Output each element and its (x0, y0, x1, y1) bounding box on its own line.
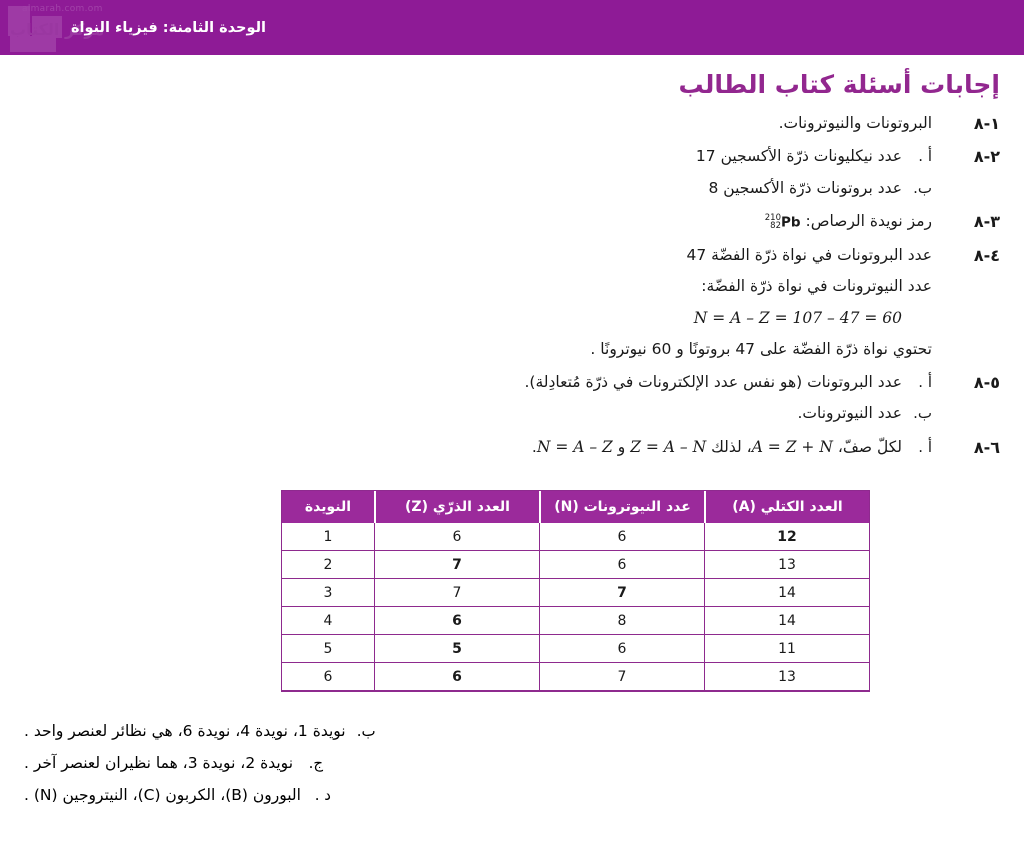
cell-neutron-count: 6 (539, 635, 704, 663)
cell-neutron-count: 8 (539, 607, 704, 635)
cell-mass-number: 11 (704, 635, 869, 663)
table-row (282, 663, 869, 691)
answer-notes (24, 722, 1000, 818)
answer-subline (708, 177, 932, 200)
note-row-d (24, 786, 1000, 804)
table-row (282, 579, 869, 607)
cell-atomic-number: 7 (374, 551, 539, 579)
note-text: البورون (B)، الكربون (C)، النيتروجين (N) . (24, 786, 301, 804)
subline-text: عدد نيكليونات ذرّة الأكسجين 17 (695, 147, 902, 166)
answer-number-2: ٢-٨ (973, 147, 1000, 167)
eq-text-after: . (531, 437, 537, 456)
watermark-shape-a (8, 6, 30, 36)
answer-body-2 (24, 145, 932, 208)
isotope-notation-pb (765, 211, 801, 234)
watermark-shape-b (32, 16, 62, 38)
answer-equation-line (694, 307, 932, 330)
answer-line: عدد النيوترونات في نواة ذرّة الفضّة: (701, 277, 932, 296)
cell-nuclide-id: 2 (282, 551, 374, 579)
subline-label: ب. (913, 178, 932, 197)
nuclide-table-container (283, 490, 870, 692)
cell-nuclide-id: 1 (282, 523, 374, 551)
nuclide-table (281, 490, 870, 692)
equation-neutron-count: N = A – Z = 107 – 47 = 60 (693, 308, 902, 327)
answers-content (24, 112, 1000, 469)
isotope-atomic-number: 82 (770, 221, 781, 232)
cell-mass-number: 14 (704, 579, 869, 607)
subline-label: أ . (918, 437, 932, 456)
watermark-shape-c (10, 36, 56, 52)
subline-text: عدد بروتونات ذرّة الأكسجين 8 (708, 178, 902, 197)
cell-mass-number: 14 (704, 607, 869, 635)
cell-neutron-count: 7 (539, 579, 704, 607)
note-row-b (24, 722, 1000, 740)
column-header-mass-number: العدد الكتلي (A) (704, 491, 869, 523)
cell-atomic-number: 6 (374, 663, 539, 691)
answer-item-3 (24, 210, 1000, 242)
answer-subline (696, 145, 932, 168)
unit-title: الوحدة الثامنة: فيزياء النواة (71, 19, 266, 36)
isotope-mass-number: 210 (764, 212, 781, 223)
note-text: نويدة 1، نويدة 4، نويدة 6، هي نظائر لعنصر واحد . (24, 722, 346, 740)
note-inner-d (24, 786, 331, 804)
subline-text: عدد النيوترونات. (797, 404, 902, 423)
answer-item-1 (24, 112, 1000, 143)
answer-item-6 (24, 436, 1000, 467)
answer-item-4 (24, 244, 1000, 369)
cell-atomic-number: 6 (374, 607, 539, 635)
column-header-nuclide: النويدة (282, 491, 374, 523)
cell-neutron-count: 7 (539, 663, 704, 691)
answer-line-isotope (765, 210, 932, 234)
table-row (282, 523, 869, 551)
isotope-line-text: رمز نويدة الرصاص: (805, 211, 932, 230)
subline-label: أ . (918, 147, 932, 166)
cell-atomic-number: 5 (374, 635, 539, 663)
note-spacer (331, 786, 1000, 804)
subline-text (532, 436, 902, 459)
cell-nuclide-id: 4 (282, 607, 374, 635)
cell-nuclide-id: 3 (282, 579, 374, 607)
note-row-c (24, 754, 1000, 772)
note-spacer (376, 722, 1000, 740)
answer-item-5 (24, 371, 1000, 434)
table-header-row (282, 491, 869, 523)
equation-atomic-relation: Z = A – N (630, 437, 707, 456)
note-label: ب. (356, 722, 376, 740)
cell-neutron-count: 6 (539, 551, 704, 579)
answer-number-1: ١-٨ (973, 114, 1000, 133)
cell-nuclide-id: 6 (282, 663, 374, 691)
answer-body-5 (24, 371, 932, 434)
answer-number-4: ٤-٨ (973, 246, 1000, 265)
table-row (282, 607, 869, 635)
subline-label: ب. (913, 404, 932, 423)
cell-atomic-number: 7 (374, 579, 539, 607)
nuclide-table-body (282, 523, 869, 691)
table-row (282, 551, 869, 579)
isotope-numbers (765, 214, 781, 231)
watermark-site-text: almarah.com.om (22, 4, 103, 14)
page-header-bar (0, 0, 1024, 55)
answer-line: البروتونات والنيوترونات. (778, 114, 932, 132)
watermark-arabic-text: مركز الكتاب (10, 20, 105, 39)
answer-body-3 (24, 210, 932, 242)
answer-body-4 (24, 244, 932, 369)
column-header-atomic-number: العدد الذرّي (Z) (374, 491, 539, 523)
answer-number-3: ٣-٨ (973, 211, 1000, 231)
cell-nuclide-id: 5 (282, 635, 374, 663)
note-inner-c (24, 754, 323, 772)
cell-neutron-count: 6 (539, 523, 704, 551)
answer-item-2 (24, 145, 1000, 208)
equation-neutron-relation: N = A – Z (536, 437, 613, 456)
answer-subline (524, 371, 932, 394)
answer-body-1 (24, 112, 932, 143)
subline-text: عدد البروتونات (هو نفس عدد الإلكترونات في ذرّة مُتعادِلة). (524, 373, 902, 391)
cell-mass-number: 12 (704, 523, 869, 551)
note-inner-b (24, 722, 376, 740)
eq-text-mid: ، لذلك (706, 437, 752, 456)
equation-mass-relation: A = Z + N (751, 437, 833, 456)
cell-atomic-number: 6 (374, 523, 539, 551)
page-title: إجابات أسئلة كتاب الطالب (678, 70, 1000, 99)
answer-subline (797, 402, 932, 425)
note-text: نويدة 2، نويدة 3، هما نظيران لعنصر آخر . (24, 754, 294, 772)
answer-body-6 (24, 436, 932, 467)
answer-line: تحتوي نواة ذرّة الفضّة على 47 بروتونًا و 60 نيوترونًا . (590, 339, 932, 358)
answer-line: عدد البروتونات في نواة ذرّة الفضّة 47 (686, 246, 932, 264)
column-header-neutron-count: عدد النيوترونات (N) (539, 491, 704, 523)
answer-number-6: ٦-٨ (973, 437, 1000, 457)
eq-text-before: لكلّ صفّ، (832, 437, 902, 456)
answer-subline (532, 436, 932, 459)
isotope-symbol: Pb (780, 214, 801, 231)
note-label: ج. (308, 754, 324, 772)
note-label: د . (314, 786, 331, 804)
answer-number-5: ٥-٨ (973, 373, 1000, 392)
cell-mass-number: 13 (704, 551, 869, 579)
subline-label: أ . (918, 373, 932, 391)
cell-mass-number: 13 (704, 663, 869, 691)
table-row (282, 635, 869, 663)
eq-text-mid2: و (612, 437, 631, 456)
nuclide-table-head (282, 491, 869, 523)
note-spacer (323, 754, 1000, 772)
